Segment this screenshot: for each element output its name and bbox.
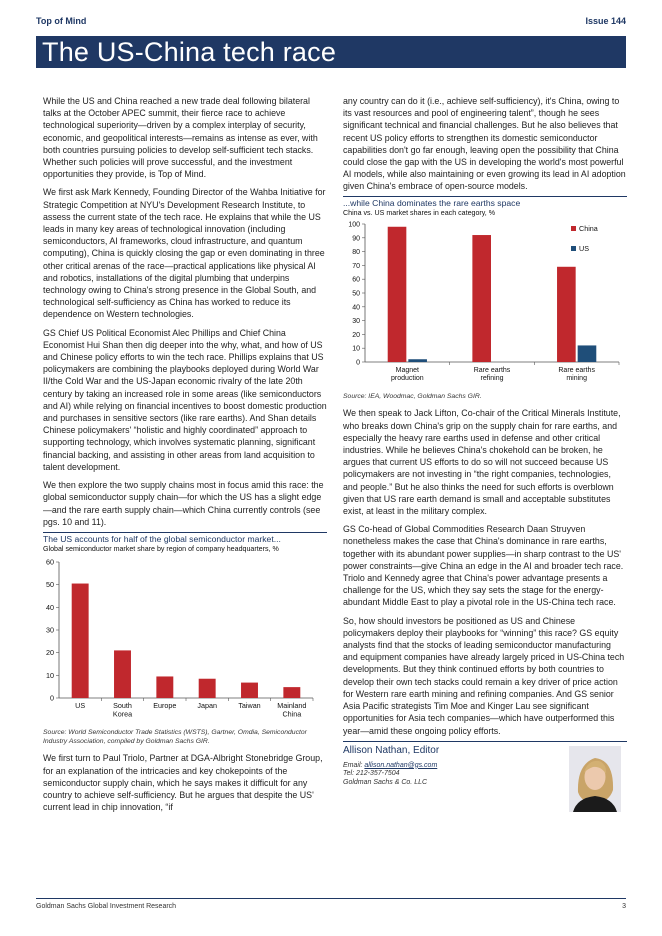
chart-source: Source: IEA, Woodmac, Goldman Sachs GIR. [343,392,482,400]
left-column [43,95,327,819]
issue-number: Issue 144 [585,16,626,26]
bar-taiwan [241,682,258,697]
x-tick-label: Mainland [277,700,307,710]
page-number: 3 [622,903,626,910]
footer-publisher: Goldman Sachs Global Investment Research [36,903,177,910]
x-tick-label: Korea [112,709,133,719]
chart-subtitle: China vs. US market shares in each category, % [343,208,496,217]
x-tick-label: Rare earths [473,366,511,374]
y-tick-label: 40 [352,303,360,311]
x-tick-label: Rare earths [558,366,595,374]
bar-china-rare-earths-mining [557,266,576,361]
legend-label-us: US [579,243,589,253]
intro-paragraph: While the US and China reached a new trade deal following bilateral talks at the October APEC summit, their fierce race to achieve technological superiority—driven by a complex interplay of security, economic, and geopolitical interests—remains as intense as ever, with both countries pursuing policies to develop self-sufficient tech stacks. Whether such policies will prove successful, and the investment opportunities they provide, is Top of Mind. [43,96,318,180]
triolo-continued-paragraph: any country can do it (i.e., achieve self-sufficiency), it's China, owing to its vast resources and pool of engineering talent”, though he sees significant technical and financial challenges. But he also believes that recent US policy efforts to strengthen its domestic semiconductor capabilities don't go far enough, leaving open the possibility that China could close the gap with the US in developing the world's most powerful AI models, while also maintaining or even growing its lead in AI adoption given China's embrace of open-source models. [343,96,626,192]
struyven-paragraph: GS Co-head of Global Commodities Research Daan Struyven nonetheless makes the case that China's dominance in rare earths, together with its abundant power supplies—in sharp contrast to the US' power constraints—give China an edge in the AI and broader tech race. Triolo and Kennedy agree that China's power advantage presents a challenge for the US, which they say sets the stage for the energy-abundant Middle East to play a pivotal role in the US-China tech race. [343,524,624,608]
y-tick-label: 10 [352,345,360,353]
bar-europe [156,676,173,698]
y-tick-label: 0 [50,693,54,703]
y-tick-label: 50 [352,290,360,298]
semiconductor-chart [43,532,327,746]
x-tick-label: Magnet [395,366,420,374]
chart-subtitle: Global semiconductor market share by region of company headquarters, % [43,544,279,553]
title-bar [36,36,626,68]
triolo-paragraph: We first turn to Paul Triolo, Partner at DGA-Albright Stonebridge Group, for an explanation of the intricacies and key chokepoints of the semiconductor supply chain, which he says makes it difficult for any country to achieve self-sufficiency. But he argues that despite the US' current lead in chip innovation, “if [43,753,323,813]
editor-company: Goldman Sachs & Co. LLC [343,778,428,786]
x-tick-label: US [75,700,86,710]
x-tick-label: China [282,709,302,719]
chart-source: Source: World Semiconductor Trade Statistics (WSTS), Gartner, Omdia, Semiconductor Industry Association, compiled by Goldman Sachs GIR. [43,729,307,745]
masthead [36,16,626,30]
legend-swatch-china [571,226,576,231]
chart-title: The US accounts for half of the global semiconductor market... [43,532,327,545]
x-tick-label: Taiwan [238,700,261,710]
x-tick-label: mining [566,374,587,382]
y-tick-label: 20 [352,331,360,339]
semiconductor-bar-chart [43,556,327,724]
y-tick-label: 10 [46,670,54,680]
y-tick-label: 90 [352,234,360,242]
legend-swatch-us [571,246,576,251]
bar-japan [199,679,216,698]
y-tick-label: 70 [352,262,360,270]
page-title: The US-China tech race [42,37,337,67]
y-tick-label: 30 [46,625,54,635]
right-column [343,95,627,829]
bar-china-rare-earths-refining [472,235,491,362]
bar-us-magnet-production [408,359,427,362]
y-tick-label: 30 [352,317,360,325]
bar-china-magnet-production [388,226,407,361]
kennedy-paragraph: We first ask Mark Kennedy, Founding Director of the Wahba Initiative for Strategic Competition at NYU's Development Research Institute, to assess the current state of the tech race. He explains that while the US leads in many key areas of technological innovation (including semiconductors, AI frameworks, cloud infrastructure, and quantum computing), China is quickly closing the gap or even dominating in three other critical arenas of the race—practical applications like physical AI and robotics, installations of the digital plumbing that underpins technology owing to China's strong presence in the Global South, and technological self-sufficiency as China has worked to reduce its dependence on Western technologies. [43,187,326,320]
y-tick-label: 100 [348,221,360,229]
y-tick-label: 60 [352,276,360,284]
bar-mainland-china [283,687,300,698]
y-tick-label: 80 [352,248,360,256]
rare-earths-chart [343,196,627,402]
y-tick-label: 20 [46,648,54,658]
editor-photo [569,746,621,812]
email-label: Email: [343,761,363,769]
bar-us [72,583,89,697]
x-tick-label: Japan [197,700,217,710]
rare-earths-bar-chart [343,220,627,388]
y-tick-label: 50 [46,580,54,590]
x-tick-label: Europe [153,700,177,710]
bar-us-rare-earths-mining [578,345,597,362]
legend-label-china: China [579,223,598,233]
section-name: Top of Mind [36,16,87,26]
x-tick-label: refining [480,374,504,382]
y-tick-label: 0 [356,359,360,367]
editor-phone: Tel: 212-357-7504 [343,770,400,778]
y-tick-label: 60 [46,557,54,567]
editor-name: Allison Nathan, Editor [343,744,440,756]
phillips-shan-paragraph: GS Chief US Political Economist Alec Phillips and Chief China Economist Hui Shan then dig deeper into the why, what, and how of US and Chinese policy efforts to win the tech race. Phillips explains that US policymakers are combining the playbooks deployed during World War II/the Cold War and the US-Japan economic rivalry of the late 20th century by taking an increased role in some areas (like semiconductors and AI) while relying on financial incentives to boost domestic production and purchases in sensitive sectors (like rare earths). And Shan details Chinese policymakers' “holistic and highly coordinated” approach to supporting technology, which involves systematic planning, significant financial backing, and assisting in other areas from land acquisition to talent development. [43,327,327,472]
investors-paragraph: So, how should investors be positioned as US and Chinese policymakers deploy their playbooks for “winning” this race? GS equity analysts find that the stocks of leading semiconductor manufacturing and equipment companies have already largely priced in US-China tech developments. But they think continued efforts by both countries to develop their own tech stacks could remain a key driver of price action for Western rare earth mining and refining companies. And GS senior Asia Pacific strategists Tim Moe and Kinger Lau see significant opportunities for Asia tech companies—which have outperformed this year—amid these ongoing policy efforts. [343,615,625,736]
editor-block [343,741,627,829]
page-footer [36,898,626,914]
y-tick-label: 40 [46,602,54,612]
bar-south-korea [114,650,131,698]
lifton-paragraph: We then speak to Jack Lifton, Co-chair of the Critical Minerals Institute, who breaks down China's grip on the supply chain for rare earths, and especially the heavy rare earths used in defense and other critical industries. While he believes China's chokehold can be broken, he argues that current US efforts to do so will not succeed because US policymakers are not investing in “the right companies, technologies, and people.” But he also thinks the need for such efforts is overblown given that US rare earth demand is small and acceptable substitutes exist, at least in the military complex. [343,408,621,517]
supply-chains-paragraph: We then explore the two supply chains most in focus amid this race: the global semiconductor supply chain—for which the US has a slight edge—and the rare earth supply chain—which China currently controls (see pgs. 10 and 11). [43,480,324,527]
x-tick-label: production [390,374,424,382]
chart-title: ...while China dominates the rare earths space [343,196,627,209]
x-tick-label: South [113,700,132,710]
editor-email-link[interactable]: allison.nathan@gs.com [364,761,438,769]
